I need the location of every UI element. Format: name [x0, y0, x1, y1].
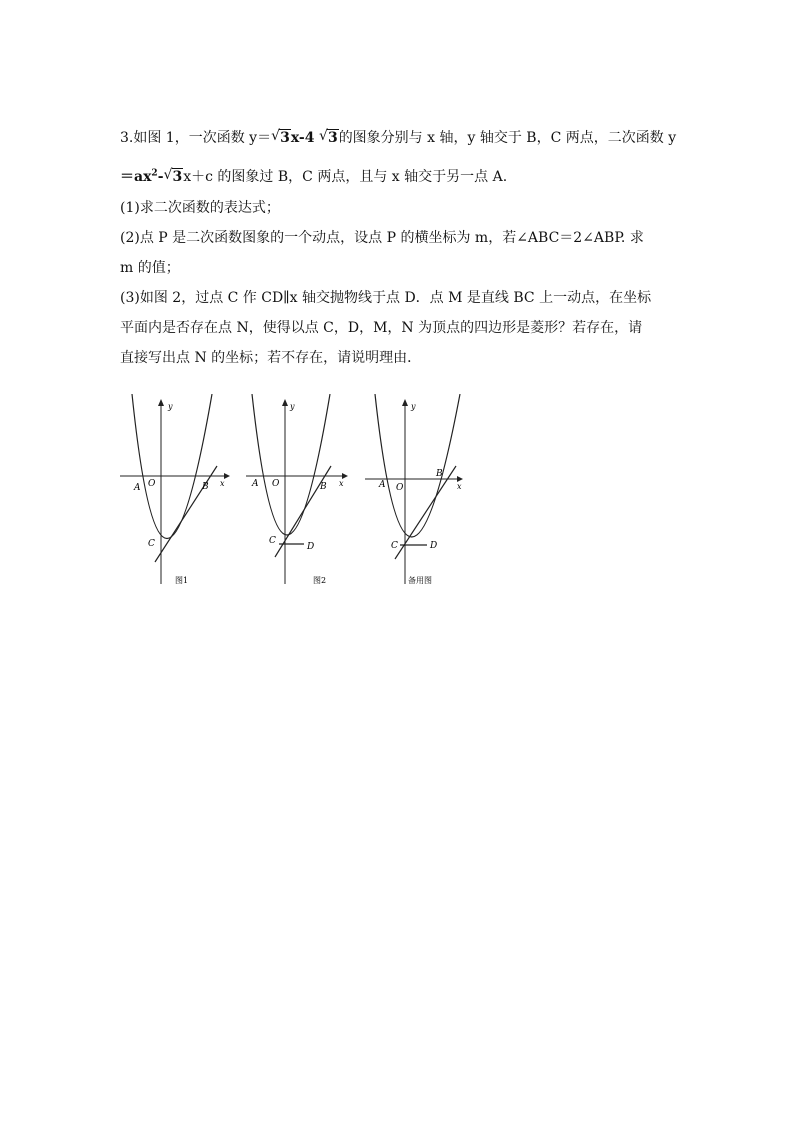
problem-text [120, 128, 705, 378]
label-x: x [339, 479, 344, 488]
label-a: A [379, 480, 386, 490]
label-a: A [134, 483, 141, 493]
sqrt-3: √ 3 [164, 167, 184, 187]
label-c: C [148, 539, 155, 549]
figures-svg [120, 394, 467, 587]
label-b: B [436, 469, 443, 479]
label-o: O [272, 479, 280, 489]
figure-3-caption: 备用图 [408, 576, 432, 585]
sqrt-3: √ 3 [319, 128, 339, 148]
question-2-line-2: m 的值； [120, 260, 180, 276]
label-y: y [168, 402, 173, 411]
label-a: A [252, 479, 259, 489]
question-3-line-2: 平面内是否存在点 N，使得以点 C，D，M，N 为顶点的四边形是菱形？若存在，请 [120, 320, 643, 336]
label-b: B [202, 482, 209, 492]
question-2-line-1: (2)点 P 是二次函数图象的一个动点，设点 P 的横坐标为 m，若∠ABC＝2∠ABP. 求 [120, 230, 644, 246]
label-x: x [457, 482, 462, 491]
problem-line-2: $=ax^2-√$ 3x＋c 的图象过 B，C 两点，且与 x 轴交于另一点 A. [120, 167, 705, 187]
label-o: O [396, 483, 404, 493]
label-c: C [391, 541, 398, 551]
label-b: B [320, 482, 327, 492]
label-d: D [430, 541, 438, 551]
label-c: C [269, 536, 276, 546]
figure-1-caption: 图1 [175, 576, 189, 585]
question-3-line-1: (3)如图 2，过点 C 作 CD∥x 轴交抛物线于点 D．点 M 是直线 BC 上一动点，在坐标 [120, 290, 652, 306]
sqrt-3: √ 3 [271, 128, 291, 148]
problem-line-1: 3.如图 1，一次函数 y＝√ 3x-4 √ 3的图象分别与 x 轴，y 轴交于 B，C 两点，二次函数 y [120, 128, 705, 148]
figure-2-caption: 图2 [313, 576, 327, 585]
question-1: (1)求二次函数的表达式； [120, 200, 280, 216]
label-x: x [220, 479, 225, 488]
label-o: O [148, 479, 156, 489]
label-y: y [290, 402, 295, 411]
label-y: y [411, 402, 416, 411]
figure-strip [120, 394, 467, 587]
question-3-line-3: 直接写出点 N 的坐标；若不存在，请说明理由． [120, 350, 422, 366]
label-d: D [307, 542, 315, 552]
